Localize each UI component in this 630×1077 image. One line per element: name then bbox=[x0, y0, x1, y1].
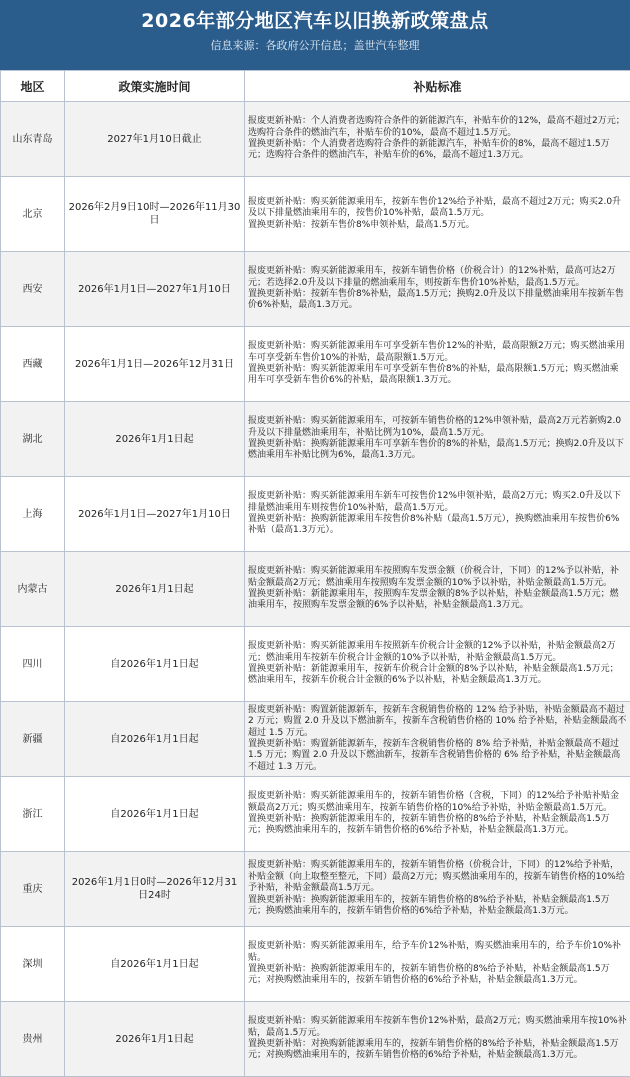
header-row bbox=[1, 71, 630, 102]
replacement-subsidy-text: 置换更新补贴：新能源乘用车，按照购车发票金额的8%予以补贴，补贴金额最高1.5万元；燃油乘用车，按照购车发票金额的6%予以补贴，补贴金额最高1.3万元。 bbox=[248, 589, 627, 612]
column-header-time: 政策实施时间 bbox=[65, 71, 245, 102]
time-cell: 自2026年1月1日起 bbox=[65, 777, 245, 852]
time-cell: 自2026年1月1日起 bbox=[65, 702, 245, 777]
region-cell: 上海 bbox=[1, 477, 65, 552]
table-row bbox=[1, 402, 630, 477]
scrap-subsidy-text: 报废更新补贴：购置新能源新车，按新车含税销售价格的 12% 给予补贴，补贴金额最高不超过 2 万元；购置 2.0 升及以下燃油新车，按新车含税销售价格的 10% 给予补贴，补贴金额最高不超过 1.5 万元。 bbox=[248, 705, 627, 739]
time-cell: 2026年1月1日起 bbox=[65, 402, 245, 477]
scrap-subsidy-text: 报废更新补贴：购买新能源乘用车按照新车价税合计金额的12%予以补贴，补贴金额最高2万元；燃油乘用车按新车价税合计金额的10%予以补贴，补贴金额最高1.5万元。 bbox=[248, 641, 627, 664]
region-cell: 湖北 bbox=[1, 402, 65, 477]
replacement-subsidy-text: 置换更新补贴：购置新能源新车，按新车含税销售价格的 8% 给予补贴，补贴金额最高不超过 1.5 万元；购置 2.0 升及以下燃油新车，按新车含税销售价格的 6% 给予补贴，补贴金额最高不超过 1.3 万元。 bbox=[248, 739, 627, 773]
scrap-subsidy-text: 报废更新补贴：个人消费者选购符合条件的新能源汽车，补贴车价的12%，最高不超过2万元；选购符合条件的燃油汽车，补贴车价的10%，最高不超过1.5万元。 bbox=[248, 116, 627, 139]
scrap-subsidy-text: 报废更新补贴：购买新能源乘用车按照购车发票金额（价税合计，下同）的12%予以补贴，补贴金额最高2万元；燃油乘用车按照购车发票金额的10%予以补贴，补贴金额最高1.5万元。 bbox=[248, 566, 627, 589]
table-row bbox=[1, 252, 630, 327]
replacement-subsidy-text: 置换更新补贴：换购新能源乘用车可享新车售价的8%的补贴，最高1.5万元；换购2.0升及以下燃油乘用车补贴比例为6%，最高1.3万元。 bbox=[248, 439, 627, 462]
region-cell: 重庆 bbox=[1, 852, 65, 927]
scrap-subsidy-text: 报废更新补贴：购买新能源乘用车的，按新车销售价格（价税合计，下同）的12%给予补贴，补贴金额（向上取整至整元，下同）最高2万元；购买燃油乘用车的，按新车销售价格的10%给予补贴，补贴金额最高1.5万元。 bbox=[248, 860, 627, 894]
time-cell: 自2026年1月1日起 bbox=[65, 927, 245, 1002]
replacement-subsidy-text: 置换更新补贴：换购新能源乘用车的，按新车销售价格的8%给予补贴，补贴金额最高1.5万元；对换购燃油乘用车的，按新车销售价格的6%给予补贴，补贴金额最高1.3万元。 bbox=[248, 964, 627, 987]
replacement-subsidy-text: 置换更新补贴：换购新能源乘用车的，按新车销售价格的8%给予补贴，补贴金额最高1.5万元；换购燃油乘用车的，按新车销售价格的6%给予补贴，补贴金额最高1.3万元。 bbox=[248, 895, 627, 918]
table-row bbox=[1, 327, 630, 402]
table-row bbox=[1, 177, 630, 252]
time-cell: 2026年1月1日起 bbox=[65, 1002, 245, 1077]
replacement-subsidy-text: 置换更新补贴：换购新能源乘用车按售价8%补贴（最高1.5万元），换购燃油乘用车按售价6%补贴（最高1.3万元）。 bbox=[248, 514, 627, 537]
standard-cell bbox=[245, 252, 630, 327]
table-row bbox=[1, 927, 630, 1002]
time-cell: 2026年1月1日起 bbox=[65, 552, 245, 627]
time-cell: 2026年1月1日—2026年12月31日 bbox=[65, 327, 245, 402]
region-cell: 浙江 bbox=[1, 777, 65, 852]
standard-cell bbox=[245, 852, 630, 927]
region-cell: 山东青岛 bbox=[1, 102, 65, 177]
page-title: 2026年部分地区汽车以旧换新政策盘点 bbox=[0, 8, 630, 34]
table-row bbox=[1, 1002, 630, 1077]
region-cell: 四川 bbox=[1, 627, 65, 702]
time-cell: 自2026年1月1日起 bbox=[65, 627, 245, 702]
table-row bbox=[1, 702, 630, 777]
policy-table bbox=[0, 70, 630, 1077]
scrap-subsidy-text: 报废更新补贴：购买新能源乘用车的，按新车销售价格（含税，下同）的12%给予补贴补贴金额最高2万元；购买燃油乘用车，按新车销售价格的10%给予补贴，补贴金额最高1.5万元。 bbox=[248, 791, 627, 814]
source-note: 信息来源：各政府公开信息；盖世汽车整理 bbox=[0, 38, 630, 54]
replacement-subsidy-text: 置换更新补贴：对换购新能源乘用车的，按新车销售价格的8%给予补贴，补贴金额最高1.5万元；对换购燃油乘用车的，按新车销售价格的6%给予补贴，补贴金额最高1.3万元。 bbox=[248, 1039, 627, 1062]
table-body bbox=[1, 102, 630, 1077]
table-row bbox=[1, 477, 630, 552]
standard-cell bbox=[245, 402, 630, 477]
scrap-subsidy-text: 报废更新补贴：购买新能源乘用车可享受新车售价12%的补贴，最高限额2万元；购买燃油乘用车可享受新车售价10%的补贴，最高限额1.5万元。 bbox=[248, 341, 627, 364]
scrap-subsidy-text: 报废更新补贴：购买新能源乘用车，按新车售价12%给予补贴，最高不超过2万元；购买2.0升及以下排量燃油乘用车的，按售价10%补贴，最高1.5万元。 bbox=[248, 197, 627, 220]
standard-cell bbox=[245, 177, 630, 252]
standard-cell bbox=[245, 702, 630, 777]
replacement-subsidy-text: 置换更新补贴：按新车售价8%补贴，最高1.5万元；换购2.0升及以下排量燃油乘用车按新车售价6%补贴，最高1.3万元。 bbox=[248, 289, 627, 312]
time-cell: 2026年1月1日—2027年1月10日 bbox=[65, 252, 245, 327]
replacement-subsidy-text: 置换更新补贴：个人消费者选购符合条件的新能源汽车，补贴车价的8%，最高不超过1.5万元；选购符合条件的燃油汽车，补贴车价的6%，最高不超过1.3万元。 bbox=[248, 139, 627, 162]
column-header-region: 地区 bbox=[1, 71, 65, 102]
scrap-subsidy-text: 报废更新补贴：购买新能源乘用车新车可按售价12%申领补贴，最高2万元；购买2.0升及以下排量燃油乘用车则按售价10%补贴，最高1.5万元。 bbox=[248, 491, 627, 514]
standard-cell bbox=[245, 627, 630, 702]
table-row bbox=[1, 102, 630, 177]
table-row bbox=[1, 852, 630, 927]
header-banner bbox=[0, 0, 630, 70]
scrap-subsidy-text: 报废更新补贴：购买新能源乘用车，给予车价12%补贴，购买燃油乘用车的，给予车价10%补贴。 bbox=[248, 941, 627, 964]
table-row bbox=[1, 627, 630, 702]
standard-cell bbox=[245, 927, 630, 1002]
replacement-subsidy-text: 置换更新补贴：换购新能源乘用车的，按新车销售价格的8%给予补贴，补贴金额最高1.5万元；换购燃油乘用车的，按新车销售价格的6%给予补贴，补贴金额最高1.3万元。 bbox=[248, 814, 627, 837]
standard-cell bbox=[245, 777, 630, 852]
standard-cell bbox=[245, 552, 630, 627]
standard-cell bbox=[245, 1002, 630, 1077]
region-cell: 西安 bbox=[1, 252, 65, 327]
table-row bbox=[1, 777, 630, 852]
time-cell: 2026年2月9日10时—2026年11月30日 bbox=[65, 177, 245, 252]
region-cell: 北京 bbox=[1, 177, 65, 252]
region-cell: 贵州 bbox=[1, 1002, 65, 1077]
region-cell: 西藏 bbox=[1, 327, 65, 402]
scrap-subsidy-text: 报废更新补贴：购买新能源乘用车，可按新车销售价格的12%申领补贴，最高2万元若新购2.0升及以下排量燃油乘用车，补贴比例为10%，最高1.5万元。 bbox=[248, 416, 627, 439]
standard-cell bbox=[245, 102, 630, 177]
table-row bbox=[1, 552, 630, 627]
scrap-subsidy-text: 报废更新补贴：购买新能源乘用车按新车售价12%补贴，最高2万元；购买燃油乘用车按10%补贴，最高1.5万元。 bbox=[248, 1016, 627, 1039]
scrap-subsidy-text: 报废更新补贴：购买新能源乘用车，按新车销售价格（价税合计）的12%补贴，最高可达2万元；若选择2.0升及以下排量的燃油乘用车，则按新车售价10%补贴，最高1.5万元。 bbox=[248, 266, 627, 289]
replacement-subsidy-text: 置换更新补贴：购买新能源乘用车可享受新车售价8%的补贴，最高限额1.5万元；购买燃油乘用车可享受新车售价6%的补贴，最高限额1.3万元。 bbox=[248, 364, 627, 387]
time-cell: 2027年1月10日截止 bbox=[65, 102, 245, 177]
standard-cell bbox=[245, 327, 630, 402]
replacement-subsidy-text: 置换更新补贴：按新车售价8%申领补贴，最高1.5万元。 bbox=[248, 220, 627, 231]
region-cell: 内蒙古 bbox=[1, 552, 65, 627]
region-cell: 深圳 bbox=[1, 927, 65, 1002]
column-header-standard: 补贴标准 bbox=[245, 71, 630, 102]
region-cell: 新疆 bbox=[1, 702, 65, 777]
standard-cell bbox=[245, 477, 630, 552]
replacement-subsidy-text: 置换更新补贴：新能源乘用车，按新车价税合计金额的8%予以补贴，补贴金额最高1.5万元；燃油乘用车，按新车价税合计金额的6%予以补贴，补贴金额最高1.3万元。 bbox=[248, 664, 627, 687]
table-header bbox=[1, 71, 630, 102]
time-cell: 2026年1月1日0时—2026年12月31日24时 bbox=[65, 852, 245, 927]
time-cell: 2026年1月1日—2027年1月10日 bbox=[65, 477, 245, 552]
